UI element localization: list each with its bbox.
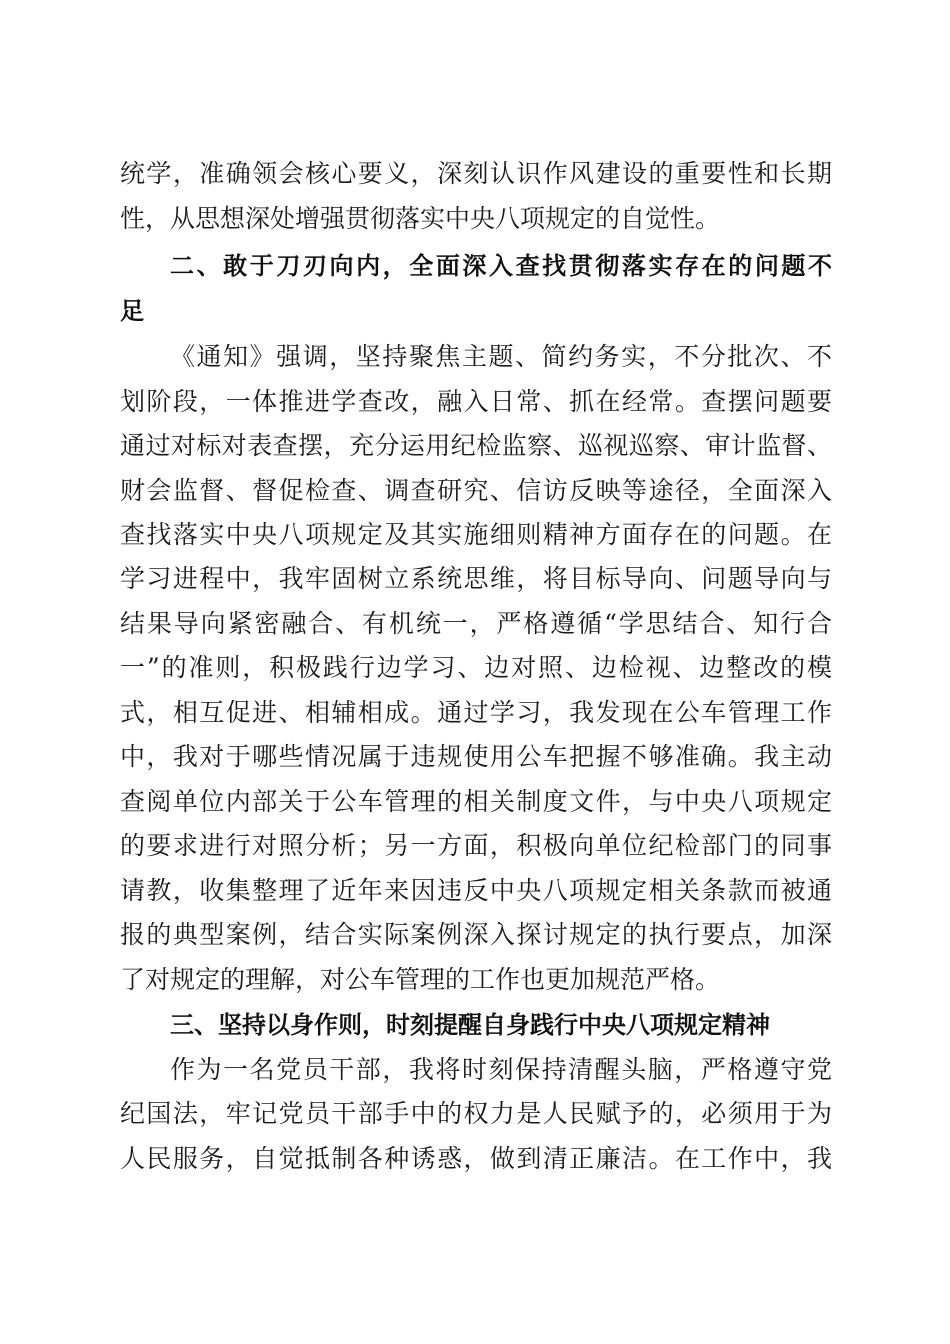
- body-text-line: 一”的准则，积极践行边学习、边对照、边检视、边整改的模: [120, 653, 832, 682]
- body-text-line: 学习进程中，我牢固树立系统思维，将目标导向、问题导向与: [120, 564, 832, 593]
- section-heading-2: 二、敢于刀刃向内，全面深入查找贯彻落实存在的问题不: [170, 252, 832, 280]
- body-text-line: 财会监督、督促检查、调查研究、信访反映等途径，全面深入: [120, 476, 832, 505]
- body-text-line: 式，相互促进、相辅相成。通过学习，我发现在公车管理工作: [120, 698, 832, 727]
- body-text-line: 统学，准确领会核心要义，深刻认识作风建设的重要性和长期: [120, 159, 832, 188]
- body-text-line: 的要求进行对照分析；另一方面，积极向单位纪检部门的同事: [120, 831, 832, 860]
- body-text-line: 作为一名党员干部，我将时刻保持清醒头脑，严格遵守党: [170, 1055, 832, 1084]
- body-text-line: 查找落实中央八项规定及其实施细则精神方面存在的问题。在: [120, 520, 832, 549]
- body-text-line: 划阶段，一体推进学查改，融入日常、抓在经常。查摆问题要: [120, 387, 832, 416]
- body-text-line: 通过对标对表查摆，充分运用纪检监察、巡视巡察、审计监督、: [120, 431, 832, 460]
- section-heading-3: 三、坚持以身作则，时刻提醒自身践行中央八项规定精神: [170, 1011, 770, 1039]
- body-text-line: 性，从思想深处增强贯彻落实中央八项规定的自觉性。: [120, 204, 721, 233]
- body-text-line: 中，我对于哪些情况属于违规使用公车把握不够准确。我主动: [120, 742, 832, 771]
- body-text-line: 结果导向紧密融合、有机统一，严格遵循“学思结合、知行合: [120, 609, 832, 638]
- body-text-line: 报的典型案例，结合实际案例深入探讨规定的执行要点，加深: [120, 920, 832, 949]
- body-text-line: 纪国法，牢记党员干部手中的权力是人民赋予的，必须用于为: [120, 1099, 832, 1128]
- section-heading-2-continued: 足: [120, 297, 144, 325]
- body-text-line: 了对规定的理解，对公车管理的工作也更加规范严格。: [120, 965, 721, 994]
- body-text-line: 人民服务，自觉抵制各种诱惑，做到清正廉洁。在工作中，我: [120, 1144, 832, 1173]
- body-text-line: 查阅单位内部关于公车管理的相关制度文件，与中央八项规定: [120, 787, 832, 816]
- body-text-line: 《通知》强调，坚持聚焦主题、简约务实，不分批次、不: [170, 342, 832, 371]
- body-text-line: 请教，收集整理了近年来因违反中央八项规定相关条款而被通: [120, 876, 832, 905]
